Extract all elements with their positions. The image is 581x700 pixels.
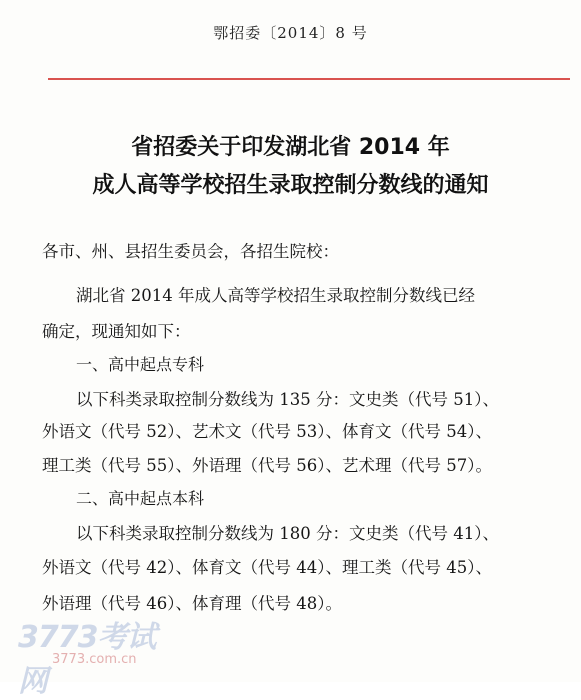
section-2-line-3: 外语理（代号 46）、体育理（代号 48）。: [42, 594, 342, 613]
intro-line-1: 湖北省 2014 年成人高等学校招生录取控制分数线已经: [76, 286, 475, 305]
watermark-url: 3773.com.cn: [52, 652, 137, 667]
section-1-line-1: 以下科类录取控制分数线为 135 分：文史类（代号 51）、: [76, 390, 499, 409]
document-number: 鄂招委〔2014〕8 号: [213, 24, 368, 42]
watermark-logo: 3773考试网: [18, 620, 156, 699]
watermark: [18, 612, 178, 699]
title-line-2: 成人高等学校招生录取控制分数线的通知: [92, 173, 489, 198]
addressee: 各市、州、县招生委员会，各招生院校：: [42, 242, 339, 261]
section-1-line-3: 理工类（代号 55）、外语理（代号 56）、艺术理（代号 57）。: [42, 456, 492, 475]
section-1-line-2: 外语文（代号 52）、艺术文（代号 53）、体育文（代号 54）、: [42, 422, 492, 441]
red-divider: [48, 78, 570, 80]
intro-line-2: 确定，现通知如下：: [42, 322, 191, 341]
section-2-heading: 二、高中起点本科: [76, 489, 205, 508]
section-2-line-2: 外语文（代号 42）、体育文（代号 44）、理工类（代号 45）、: [42, 558, 492, 577]
section-1-heading: 一、高中起点专科: [76, 355, 205, 374]
section-2-line-1: 以下科类录取控制分数线为 180 分：文史类（代号 41）、: [76, 524, 499, 543]
title-line-1: 省招委关于印发湖北省 2014 年: [131, 135, 450, 160]
